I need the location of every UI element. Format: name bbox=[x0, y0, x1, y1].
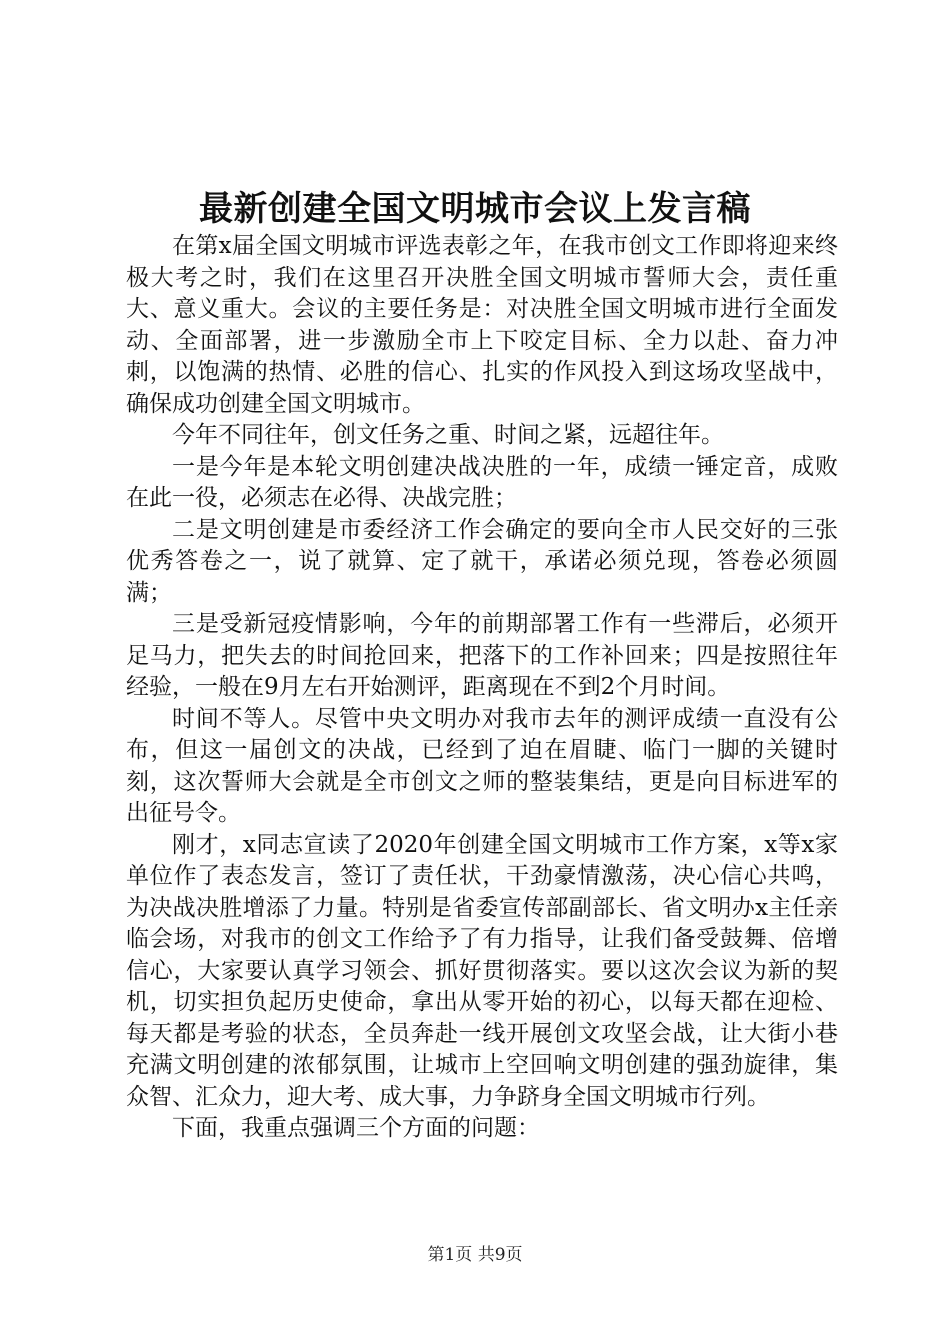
paragraph: 二是文明创建是市委经济工作会确定的要向全市人民交好的三张优秀答卷之一，说了就算、定了就干，承诺必须兑现，答卷必须圆满； bbox=[126, 516, 838, 606]
paragraph: 时间不等人。尽管中央文明办对我市去年的测评成绩一直没有公布，但这一届创文的决战，已经到了迫在眉睫、临门一脚的关键时刻，这次誓师大会就是全市创文之师的整装集结，更是向目标进军的出征号令。 bbox=[126, 705, 838, 826]
paragraph: 在第x届全国文明城市评选表彰之年，在我市创文工作即将迎来终极大考之时，我们在这里召开决胜全国文明城市誓师大会，责任重大、意义重大。会议的主要任务是：对决胜全国文明城市进行全面发动、全面部署，进一步激励全市上下咬定目标、全力以赴、奋力冲刺，以饱满的热情、必胜的信心、扎实的作风投入到这场攻坚战中，确保成功创建全国文明城市。 bbox=[126, 233, 838, 417]
paragraph: 下面，我重点强调三个方面的问题： bbox=[172, 1115, 540, 1141]
page-footer: 第1页 共9页 bbox=[427, 1245, 523, 1265]
paragraph: 一是今年是本轮文明创建决战决胜的一年，成绩一锤定音，成败在此一役，必须志在必得、决战完胜； bbox=[126, 453, 838, 511]
paragraph: 刚才，x同志宣读了2020年创建全国文明城市工作方案，x等x家单位作了表态发言，签订了责任状，干劲豪情激荡，决心信心共鸣，为决战决胜增添了力量。特别是省委宣传部副部长、省文明办x主任亲临会场，对我市的创文工作给予了有力指导，让我们备受鼓舞、倍增信心，大家要认真学习领会、抓好贯彻落实。要以这次会议为新的契机，切实担负起历史使命，拿出从零开始的初心，以每天都在迎检、每天都是考验的状态，全员奔赴一线开展创文攻坚会战，让大街小巷充满文明创建的浓郁氛围，让城市上空回响文明创建的强劲旋律，集众智、汇众力，迎大考、成大事，力争跻身全国文明城市行列。 bbox=[126, 831, 838, 1110]
paragraph: 今年不同往年，创文任务之重、时间之紧，远超往年。 bbox=[172, 422, 724, 448]
document-body bbox=[126, 231, 838, 1145]
paragraph: 三是受新冠疫情影响，今年的前期部署工作有一些滞后，必须开足马力，把失去的时间抢回来，把落下的工作补回来；四是按照往年经验，一般在9月左右开始测评，距离现在不到2个月时间。 bbox=[126, 611, 838, 700]
document-title: 最新创建全国文明城市会议上发言稿 bbox=[199, 189, 751, 229]
